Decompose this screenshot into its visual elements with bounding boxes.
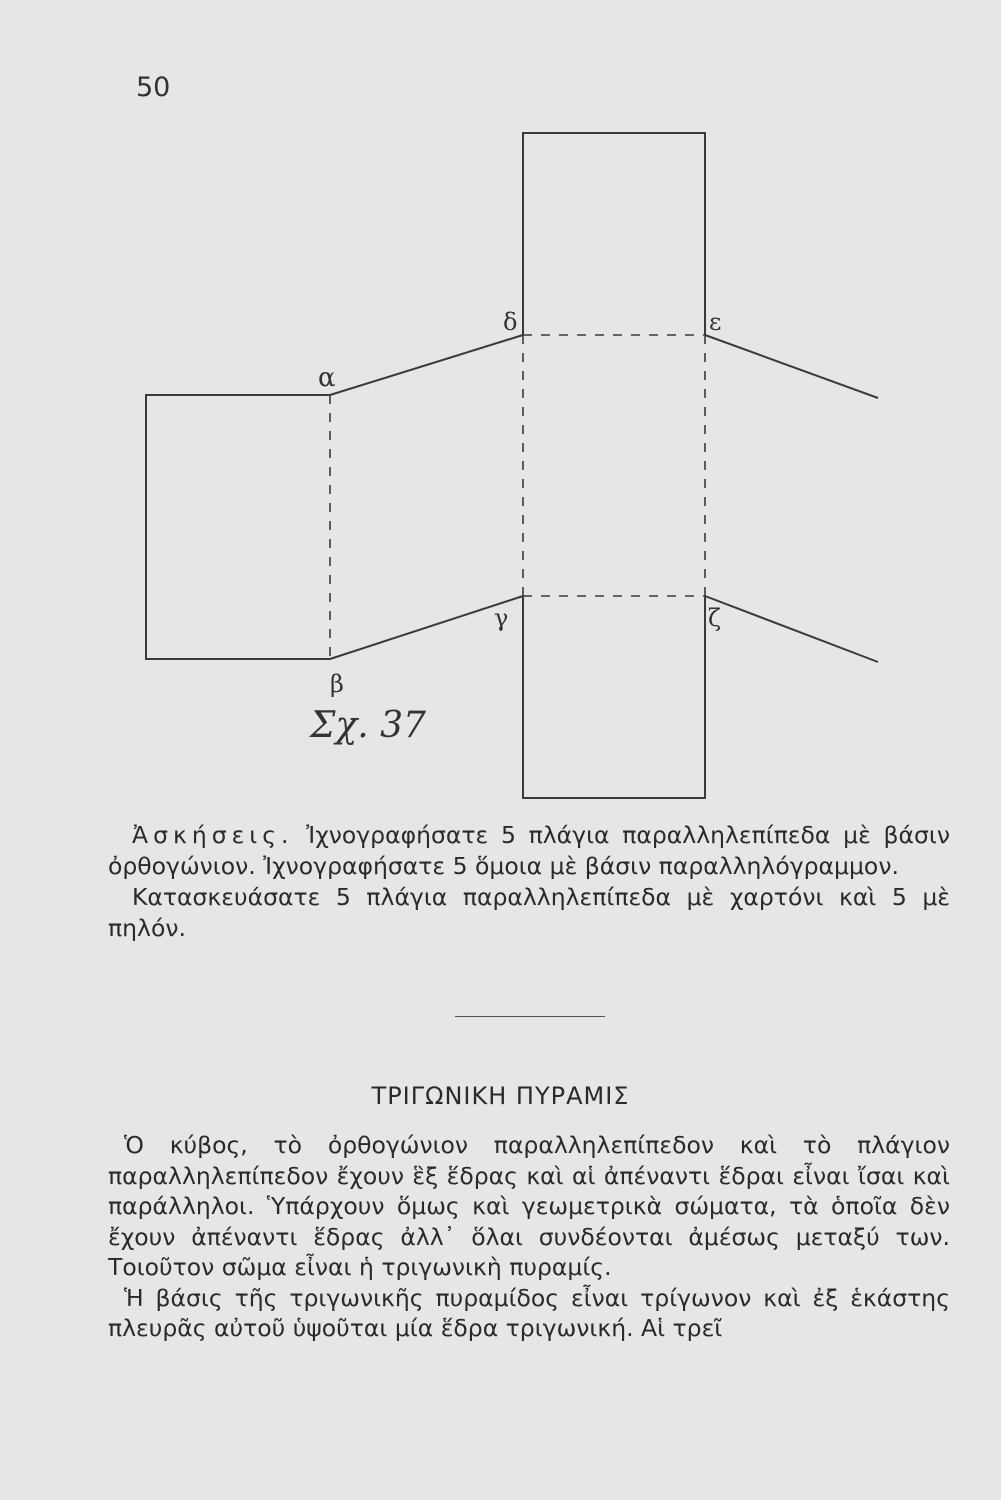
page-number: 50: [136, 72, 171, 103]
exercises-text-1: Ἰχνογραφήσατε 5 πλάγια παραλληλεπίπεδα μὲ βάσιν ὀρθογώνιον. Ἰχνογραφήσατε 5 ὅμοια μὲ βάσιν παραλληλόγραμμον.: [108, 821, 950, 880]
exercises-paragraph: [108, 820, 950, 882]
net-left-face: [146, 395, 330, 659]
section-title: ΤΡΙΓΩΝΙΚΗ ΠΥΡΑΜΙΣ: [371, 1082, 630, 1110]
section-paragraph-1: Ὁ κύβος, τὸ ὀρθογώνιον παραλληλεπίπεδον καὶ τὸ πλάγιον παραλληλεπίπεδον ἔχουν ἓξ ἕδρας καὶ αἱ ἀπέναντι ἕδραι εἶναι ἴσαι καὶ παράλληλοι. Ὑπάρχουν ὅμως καὶ γεωμετρικὰ σώματα, τὰ ὁποῖα δὲν ἔχουν ἀπέναντι ἕδρας ἀλλ᾽ ὅλαι συνδέονται ἀμέσως μεταξύ των. Τοιοῦτον σῶμα εἶναι ἡ τριγωνικὴ πυραμίς.: [108, 1131, 950, 1281]
vertex-label-zeta: ζ: [708, 604, 722, 632]
vertex-label-delta: δ: [503, 308, 518, 336]
section-body: [108, 1130, 950, 1344]
vertex-label-alpha: α: [318, 363, 336, 393]
exercises-block: [108, 820, 950, 944]
vertex-label-epsilon: ε: [709, 308, 722, 336]
vertex-label-beta: β: [330, 670, 344, 698]
section-paragraph-2: Ἡ βάσις τῆς τριγωνικῆς πυραμίδος εἶναι τρίγωνον καὶ ἐξ ἑκάστης πλευρᾶς αὐτοῦ ὑψοῦται μία ἕδρα τριγωνική. Αἱ τρεῖ: [108, 1283, 950, 1342]
net-right-slant-top: [705, 335, 878, 398]
exercises-text-2: Κατασκευάσατε 5 πλάγια παραλληλεπίπεδα μὲ χαρτόνι καὶ 5 μὲ πηλόν.: [108, 883, 950, 942]
figure-caption: Σχ. 37: [310, 705, 426, 746]
section-divider: [455, 1016, 605, 1017]
exercises-label: Ἀσκήσεις.: [132, 821, 294, 849]
net-top-face: [523, 133, 705, 335]
vertex-label-gamma: γ: [494, 604, 509, 632]
net-bottom-face: [523, 596, 705, 798]
net-right-slant-bottom: [705, 596, 878, 662]
net-left-slant-top: [330, 335, 523, 395]
